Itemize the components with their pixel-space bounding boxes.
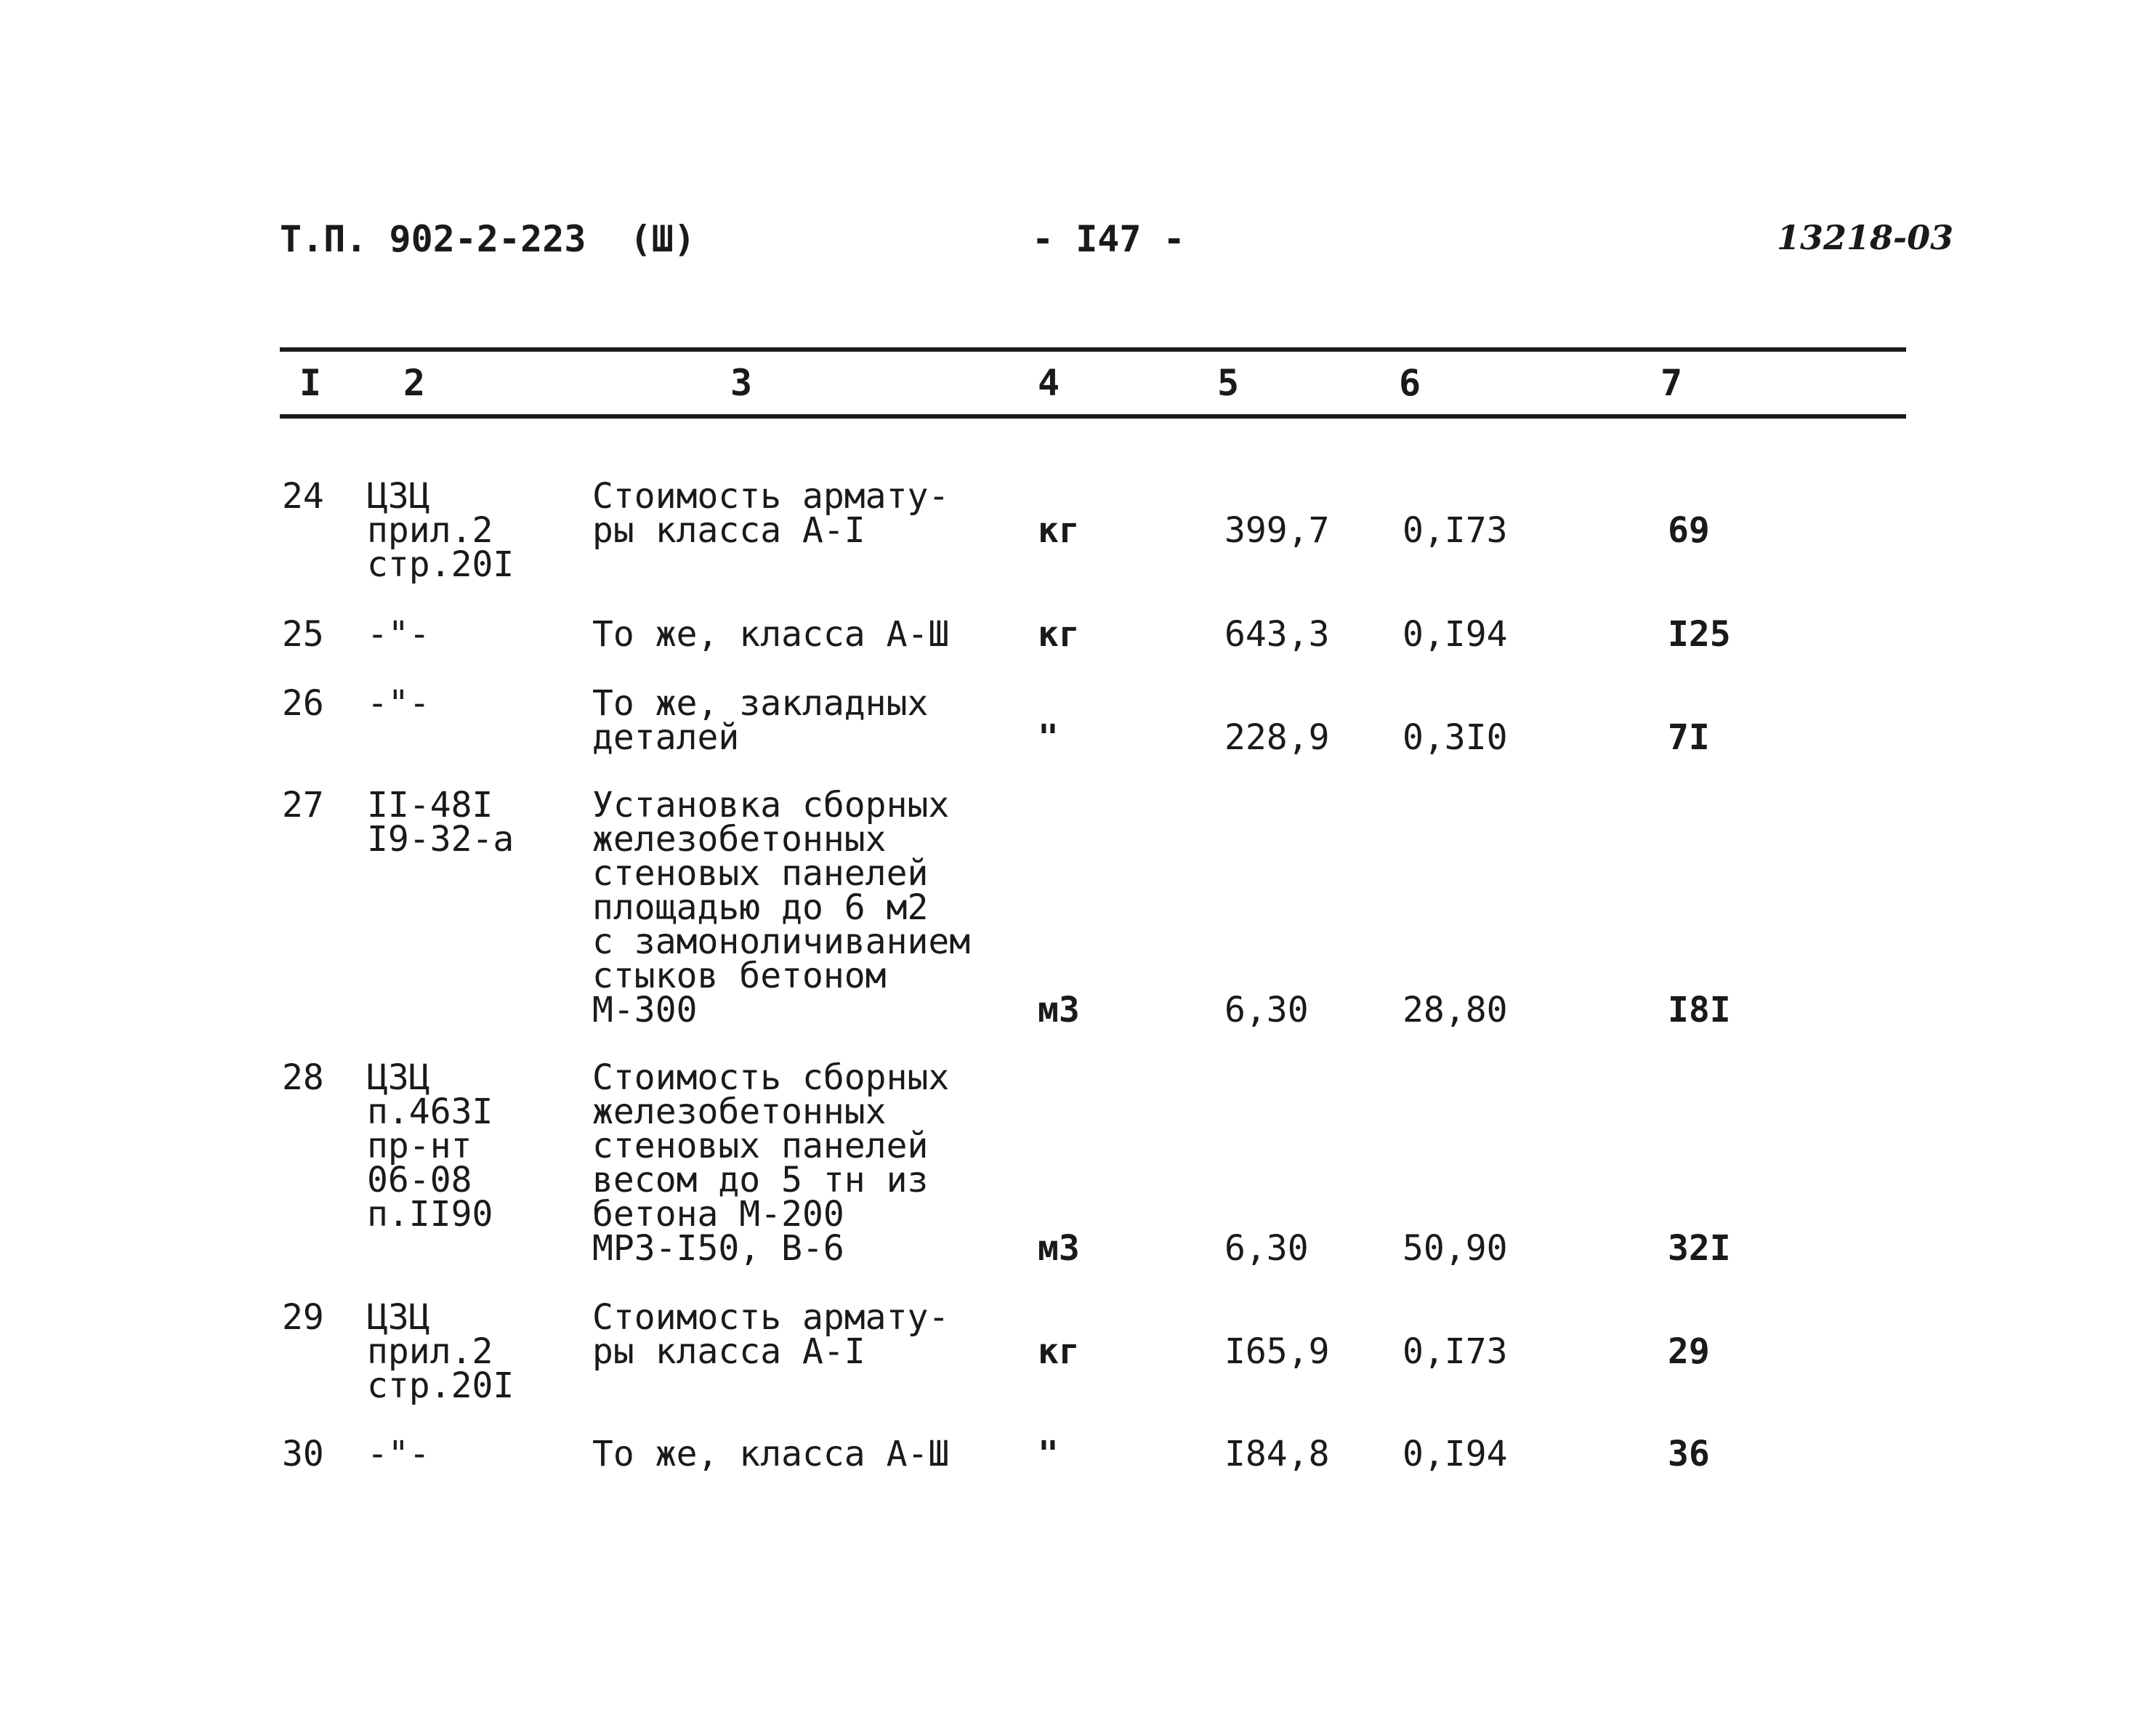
column-header-4: 4 (1038, 362, 1060, 404)
row-number: 26 (282, 683, 324, 724)
row-unit-price: 0,I73 (1403, 510, 1508, 551)
row-reference: ЦЗЦ прил.2 стр.20I (367, 1297, 514, 1406)
column-header-2: 2 (403, 362, 426, 404)
column-header-5: 5 (1217, 362, 1240, 404)
row-number: 25 (282, 614, 324, 655)
row-quantity: 6,30 (1224, 990, 1309, 1030)
row-unit-price: 0,I94 (1403, 614, 1508, 655)
row-total: 69 (1668, 510, 1710, 551)
row-unit: м3 (1038, 990, 1080, 1030)
row-quantity: 228,9 (1224, 717, 1330, 758)
row-total: 36 (1668, 1434, 1710, 1474)
row-unit: " (1038, 717, 1059, 758)
row-description: Стоимость армату- ры класса А-I (592, 1297, 950, 1372)
doc-code: 13218-03 (1777, 218, 1954, 257)
doc-reference: Т.П. 902-2-223 (Ш) (280, 218, 695, 260)
row-description: То же, класса А-Ш (592, 1434, 950, 1474)
row-number: 28 (282, 1057, 324, 1098)
row-quantity: 643,3 (1224, 614, 1330, 655)
row-total: I25 (1668, 614, 1731, 655)
row-description: Установка сборных железобетонных стеновых панелей площадью до 6 м2 с замоноличиванием стыков бетоном М-300 (592, 785, 971, 1030)
row-number: 29 (282, 1297, 324, 1338)
row-reference: -"- (367, 614, 430, 655)
row-description: То же, класса А-Ш (592, 614, 950, 655)
row-quantity: 399,7 (1224, 510, 1330, 551)
row-unit: кг (1038, 614, 1080, 655)
row-unit: " (1038, 1434, 1059, 1474)
row-unit-price: 0,3I0 (1403, 717, 1508, 758)
row-reference: -"- (367, 683, 430, 724)
row-description: То же, закладных деталей (592, 683, 929, 758)
table-header-rule (280, 414, 1906, 419)
row-total: I8I (1668, 990, 1731, 1030)
row-number: 30 (282, 1434, 324, 1474)
row-unit-price: 0,I73 (1403, 1331, 1508, 1372)
row-reference: ЦЗЦ п.463I пр-нт 06-08 п.II90 (367, 1057, 493, 1235)
column-header-6: 6 (1399, 362, 1421, 404)
row-quantity: 6,30 (1224, 1228, 1309, 1269)
column-header-3: 3 (730, 362, 753, 404)
page-number: - I47 - (1032, 218, 1185, 260)
column-header-1: I (299, 362, 322, 404)
row-reference: ЦЗЦ прил.2 стр.20I (367, 476, 514, 585)
row-number: 27 (282, 785, 324, 825)
row-reference: II-48I I9-32-а (367, 785, 514, 860)
row-total: 32I (1668, 1228, 1731, 1269)
row-unit: м3 (1038, 1228, 1080, 1269)
row-description: Стоимость армату- ры класса А-I (592, 476, 950, 551)
row-description: Стоимость сборных железобетонных стеновых панелей весом до 5 тн из бетона М-200 МРЗ-I50, В-6 (592, 1057, 950, 1269)
row-unit: кг (1038, 1331, 1080, 1372)
row-unit: кг (1038, 510, 1080, 551)
row-total: 29 (1668, 1331, 1710, 1372)
table-top-rule (280, 347, 1906, 352)
row-reference: -"- (367, 1434, 430, 1474)
row-unit-price: 28,80 (1403, 990, 1508, 1030)
row-total: 7I (1668, 717, 1710, 758)
row-unit-price: 0,I94 (1403, 1434, 1508, 1474)
row-quantity: I65,9 (1224, 1331, 1330, 1372)
row-quantity: I84,8 (1224, 1434, 1330, 1474)
row-number: 24 (282, 476, 324, 517)
row-unit-price: 50,90 (1403, 1228, 1508, 1269)
column-header-7: 7 (1660, 362, 1683, 404)
